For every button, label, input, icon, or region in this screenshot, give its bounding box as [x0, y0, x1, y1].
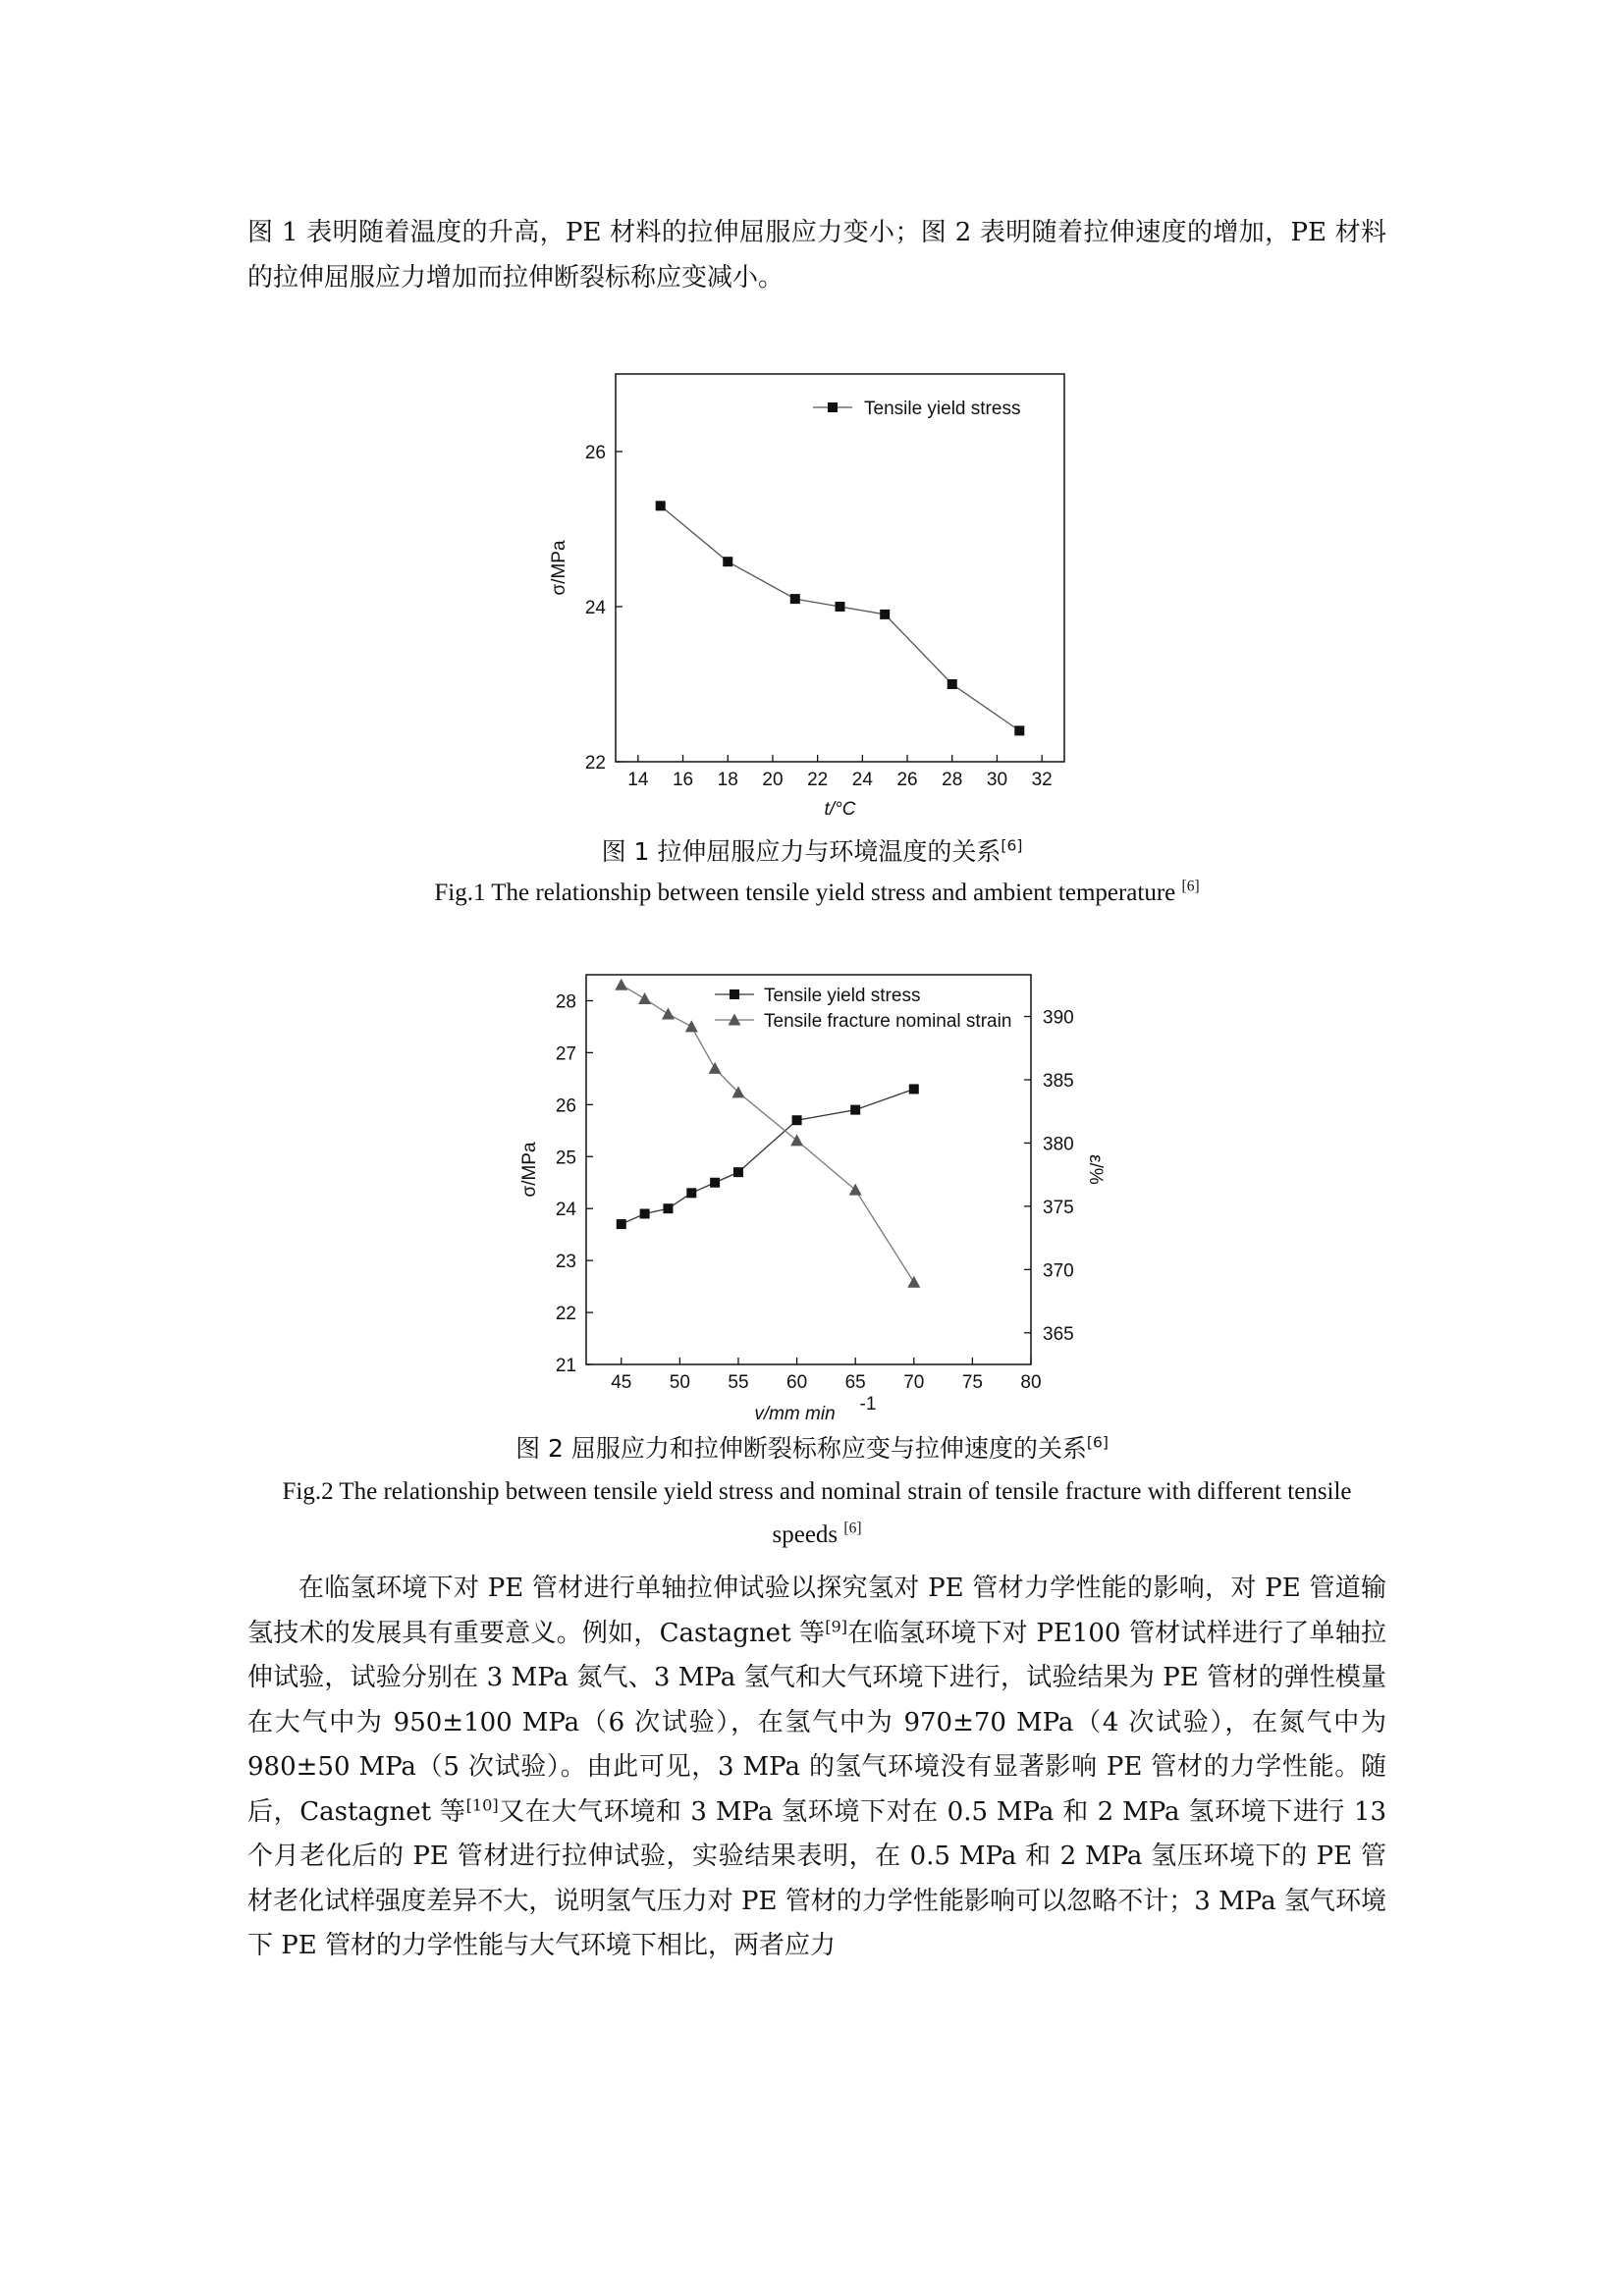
figure-1-caption-en-ref: [6] [1181, 878, 1200, 895]
fig1-x-tick-label: 22 [807, 770, 829, 790]
fig1-data-point [947, 679, 957, 689]
citation-10: [10] [465, 1794, 499, 1814]
fig2-y2-tick-label: 370 [1043, 1260, 1074, 1282]
figure-1-caption-cn-ref: [6] [1001, 836, 1023, 855]
fig2-y2-tick-label: 385 [1043, 1070, 1074, 1092]
fig2-series-2-point [662, 1007, 675, 1019]
paragraph-2-part-3: 又在大气环境和 3 MPa 氢环境下对在 0.5 MPa 和 2 MPa 氢环境下进行 13 个月老化后的 PE 管材进行拉伸试验，实验结果表明，在 0.5 MPa 和 2 MPa 氢压环境下的 PE 管材老化试样强度差异不大，说明氢气压力对 PE 管材的力学性能影响可以忽略不计；3 MPa 氢气环境下 PE 管材的力学性能与大气环境下相比，两者应力 [247, 1796, 1386, 1960]
fig2-legend-label-2: Tensile fracture nominal strain [764, 1011, 1012, 1032]
fig2-y-axis-label: σ/MPa [519, 1142, 540, 1198]
fig2-series-1-point [850, 1105, 860, 1115]
fig2-y2-tick-label: 380 [1043, 1134, 1074, 1155]
fig2-y2-tick-label: 365 [1043, 1323, 1074, 1345]
fig2-y-tick-label: 22 [555, 1304, 576, 1325]
fig2-x-axis-label-sup: -1 [859, 1394, 877, 1415]
fig1-y-tick-label: 26 [584, 443, 606, 463]
fig1-x-tick-label: 30 [986, 770, 1008, 790]
fig2-y-tick-label: 26 [555, 1095, 576, 1117]
fig2-y2-axis-label: ε/% [1085, 1154, 1106, 1185]
fig2-y-tick-label: 25 [555, 1148, 576, 1169]
fig2-y-tick-label: 21 [555, 1356, 576, 1376]
fig2-series-1-point [792, 1115, 802, 1125]
fig2-series-2-point [685, 1020, 698, 1032]
fig2-series-1-point [686, 1188, 696, 1198]
paragraph-hydrogen-tests [247, 1567, 1386, 1969]
figure-2-caption-en-ref: [6] [843, 1520, 862, 1537]
fig1-data-point [656, 501, 666, 510]
fig1-data-point [836, 602, 845, 612]
figure-1-caption-cn-text: 图 1 拉伸屈服应力与环境温度的关系 [601, 837, 1001, 866]
fig2-y-tick-label: 23 [555, 1252, 576, 1273]
fig2-y2-tick-label: 375 [1043, 1197, 1074, 1218]
fig1-y-tick-label: 22 [584, 753, 606, 774]
fig1-series-line [661, 506, 1020, 730]
fig2-series-2-point [907, 1276, 920, 1288]
fig2-x-tick-label: 60 [786, 1372, 808, 1393]
fig2-y2-tick-label: 390 [1043, 1007, 1074, 1029]
fig1-data-point [1014, 725, 1024, 735]
fig1-x-tick-label: 16 [672, 770, 694, 790]
fig1-data-point [723, 557, 732, 566]
fig1-legend-marker [828, 402, 838, 412]
fig2-series-1-point [617, 1219, 626, 1229]
fig2-x-tick-label: 70 [903, 1372, 925, 1393]
fig1-legend-label: Tensile yield stress [864, 399, 1021, 419]
fig2-series-2-point [709, 1062, 722, 1074]
fig2-legend-label-1: Tensile yield stress [764, 986, 921, 1006]
paragraph-2-part-1: 在临氢环境下对 PE 管材进行单轴拉伸试验以探究氢对 PE 管材力学性能的影响，对 PE 管道输氢技术的发展具有重要意义。例如，Castagnet 等 [247, 1574, 1386, 1648]
fig1-x-tick-label: 20 [762, 770, 784, 790]
fig2-plot-frame [586, 975, 1031, 1364]
fig1-x-tick-label: 26 [896, 770, 918, 790]
fig2-series-2-point [615, 979, 627, 990]
fig1-x-tick-label: 24 [851, 770, 873, 790]
fig2-y-tick-label: 24 [555, 1200, 576, 1221]
fig2-series-1-point [663, 1203, 673, 1213]
fig2-series-2-point [638, 992, 651, 1004]
fig1-x-axis-label: t/°C [824, 799, 856, 820]
fig1-data-point [790, 594, 800, 604]
figure-2-caption-en [247, 1470, 1386, 1557]
figure-2-caption-cn [0, 1429, 1624, 1465]
fig1-y-axis-label: σ/MPa [549, 540, 569, 596]
fig2-y-tick-label: 28 [555, 991, 576, 1013]
fig2-series-1-point [733, 1167, 743, 1177]
fig1-x-tick-label: 18 [717, 770, 738, 790]
fig2-x-tick-label: 45 [611, 1372, 632, 1393]
fig1-x-tick-label: 14 [627, 770, 649, 790]
fig2-series-1-point [710, 1178, 720, 1188]
fig2-series-1-point [640, 1208, 650, 1218]
paragraph-2-part-2: 在临氢环境下对 PE100 管材试样进行了单轴拉伸试验，试验分别在 3 MPa 氮气、3 MPa 氢气和大气环境下进行，试验结果为 PE 管材的弹性模量在大气中为 950±100 MPa（6 次试验），在氢气中为 970±70 MPa（4 次试验），在氮气中为 980±50 MPa（5 次试验）。由此可见，3 MPa 的氢气环境没有显著影响 PE 管材的力学性能。随后，Castagnet 等 [247, 1618, 1386, 1827]
fig2-x-tick-label: 55 [728, 1372, 749, 1393]
figure-2-caption-cn-ref: [6] [1086, 1433, 1109, 1452]
figure-2-caption-en-text: Fig.2 The relationship between tensile yield stress and nominal strain of tensile fracture with different tensile speeds [282, 1478, 1352, 1548]
fig2-y-tick-label: 27 [555, 1043, 576, 1065]
fig2-x-tick-label: 80 [1020, 1372, 1042, 1393]
paragraph-intro: 图 1 表明随着温度的升高，PE 材料的拉伸屈服应力变小；图 2 表明随着拉伸速度的增加，PE 材料的拉伸屈服应力增加而拉伸断裂标称应变减小。 [247, 218, 1386, 293]
fig2-legend-marker-1 [730, 989, 739, 999]
figure-2-caption-cn-text: 图 2 屈服应力和拉伸断裂标称应变与拉伸速度的关系 [515, 1434, 1087, 1463]
fig2-x-tick-label: 50 [669, 1372, 690, 1393]
fig1-x-tick-label: 28 [942, 770, 963, 790]
citation-9: [9] [825, 1616, 848, 1635]
fig2-series-2-point [849, 1184, 862, 1196]
figure-1-caption-cn [0, 832, 1624, 868]
fig1-y-tick-label: 24 [584, 598, 606, 618]
figure-1-caption-en-text: Fig.1 The relationship between tensile yield stress and ambient temperature [434, 880, 1182, 906]
fig2-x-tick-label: 75 [961, 1372, 983, 1393]
fig1-data-point [880, 610, 890, 619]
fig2-x-axis-label: v/mm min [754, 1404, 836, 1424]
fig1-plot-frame [616, 374, 1064, 762]
figure-1-caption-en [247, 872, 1386, 915]
fig1-x-tick-label: 32 [1031, 770, 1053, 790]
fig2-x-tick-label: 65 [844, 1372, 866, 1393]
fig2-series-2-point [790, 1134, 803, 1146]
fig2-series-1-point [909, 1084, 919, 1094]
